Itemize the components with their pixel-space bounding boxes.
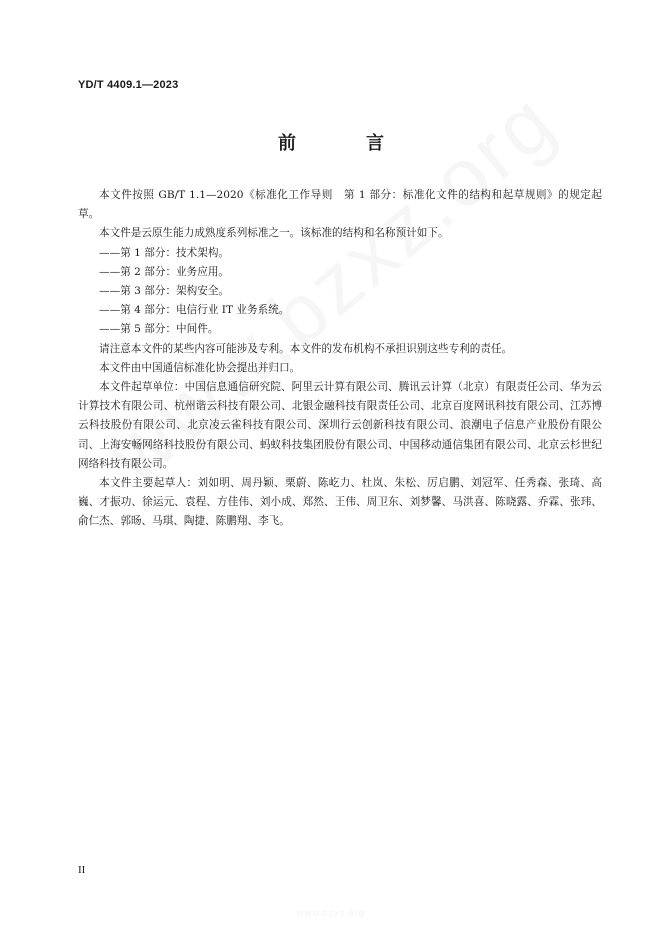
list-item-part-1: ——第 1 部分：技术架构。 — [99, 246, 230, 259]
paragraph-drafters: 本文件主要起草人：刘如明、周丹颖、栗蔚、陈屹力、杜岚、朱松、厉启鹏、刘冠军、任秀森、张琦、高巍、才振功、徐运元、袁程、方佳伟、刘小成、郑然、王伟、周卫东、刘梦馨、马洪喜、陈晓露、乔霖、张玮、俞仁杰、郭旸、马琪、陶捷、陈鹏翔、李飞。 — [78, 477, 602, 528]
paragraph-drafting-rules: 本文件按照 GB/T 1.1—2020《标准化工作导则 第 1 部分：标准化文件的结构和起草规则》的规定起草。 — [78, 189, 602, 221]
document-body — [78, 186, 602, 532]
section-title: 前 言 — [278, 133, 410, 154]
standard-code: YD/T 4409.1—2023 — [78, 79, 179, 91]
page-number: II — [78, 864, 86, 876]
list-item-part-5: ——第 5 部分：中间件。 — [99, 323, 219, 336]
paragraph-drafting-units: 本文件起草单位：中国信息通信研究院、阿里云计算有限公司、腾讯云计算（北京）有限责任公司、华为云计算技术有限公司、杭州谐云科技有限公司、北银金融科技有限责任公司、北京百度网讯科技有限公司、江苏博云科技股份有限公司、北京凌云雀科技有限公司、深圳行云创新科技有限公司、浪潮电子信息产业股份有限公司、上海安畅网络科技股份有限公司、蚂蚁科技集团股份有限公司、中国移动通信集团有限公司、北京云杉世纪网络科技有限公司。 — [78, 381, 602, 470]
list-item-part-2: ——第 2 部分：业务应用。 — [99, 265, 230, 278]
list-item-part-3: ——第 3 部分：架构安全。 — [99, 285, 230, 298]
paragraph-patent-notice: 请注意本文件的某些内容可能涉及专利。本文件的发布机构不承担识别这些专利的责任。 — [99, 342, 513, 355]
list-item-part-4: ——第 4 部分：电信行业 IT 业务系统。 — [99, 304, 290, 317]
bottom-watermark: www.bzxz.org — [297, 908, 365, 918]
paragraph-series-intro: 本文件是云原生能力成熟度系列标准之一。该标准的结构和名称预计如下。 — [99, 227, 449, 240]
paragraph-proposer: 本文件由中国通信标准化协会提出并归口。 — [99, 361, 301, 374]
